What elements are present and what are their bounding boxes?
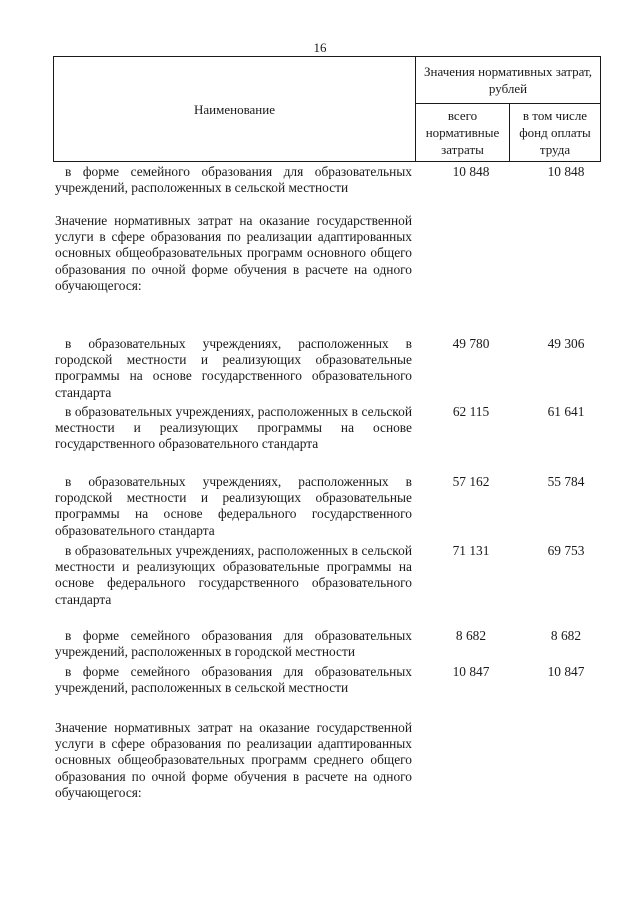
row-wage: 8 682	[550, 628, 582, 643]
row-name: в образовательных учреждениях, расположенных в городской местности и реализующих образовательные программы на основе федерального государственного образовательного стандарта	[55, 474, 412, 538]
row-wage: 10 847	[547, 664, 585, 679]
row-name: в образовательных учреждениях, расположенных в сельской местности и реализующих образовательные программы на основе федерального государственного образовательного стандарта	[55, 543, 412, 607]
row-total: 57 162	[452, 474, 490, 489]
page-number: 16	[313, 40, 327, 55]
row-name: в форме семейного образования для образовательных учреждений, расположенных в сельской местности	[55, 664, 412, 696]
row-name: в образовательных учреждениях, расположенных в сельской местности и реализующих программы на основе государственного образовательного стандарта	[55, 404, 412, 452]
row-name: в форме семейного образования для образовательных учреждений, расположенных в городской местности	[55, 628, 412, 660]
header-values-group: Значения нормативных затрат, рублей	[416, 57, 601, 104]
header-wage-column: в том числе фонд оплаты труда	[510, 104, 601, 162]
row-wage: 69 753	[547, 543, 585, 558]
row-wage: 10 848	[547, 164, 585, 179]
row-total: 49 780	[452, 336, 490, 351]
row-name: в форме семейного образования для образовательных учреждений, расположенных в сельской местности	[55, 164, 412, 196]
row-total: 10 848	[452, 164, 490, 179]
header-table	[53, 56, 601, 162]
row-total: 8 682	[455, 628, 487, 643]
row-wage: 49 306	[547, 336, 585, 351]
row-total: 10 847	[452, 664, 490, 679]
row-wage: 55 784	[547, 474, 585, 489]
section-heading: Значение нормативных затрат на оказание государственной услуги в сфере образования по реализации адаптированных основных общеобразовательных программ среднего общего образования по очной форме обучения в расчете на одного обучающегося:	[55, 720, 412, 800]
header-name-column: Наименование	[54, 57, 416, 162]
row-total: 71 131	[452, 543, 490, 558]
row-name: в образовательных учреждениях, расположенных в городской местности и реализующих образовательные программы на основе государственного образовательного стандарта	[55, 336, 412, 400]
section-heading: Значение нормативных затрат на оказание государственной услуги в сфере образования по реализации адаптированных основных общеобразовательных программ основного общего образования по очной форме обучения в расчете на одного обучающегося:	[55, 213, 412, 293]
row-wage: 61 641	[547, 404, 585, 419]
header-total-column: всего нормативные затраты	[416, 104, 510, 162]
row-total: 62 115	[452, 404, 490, 419]
